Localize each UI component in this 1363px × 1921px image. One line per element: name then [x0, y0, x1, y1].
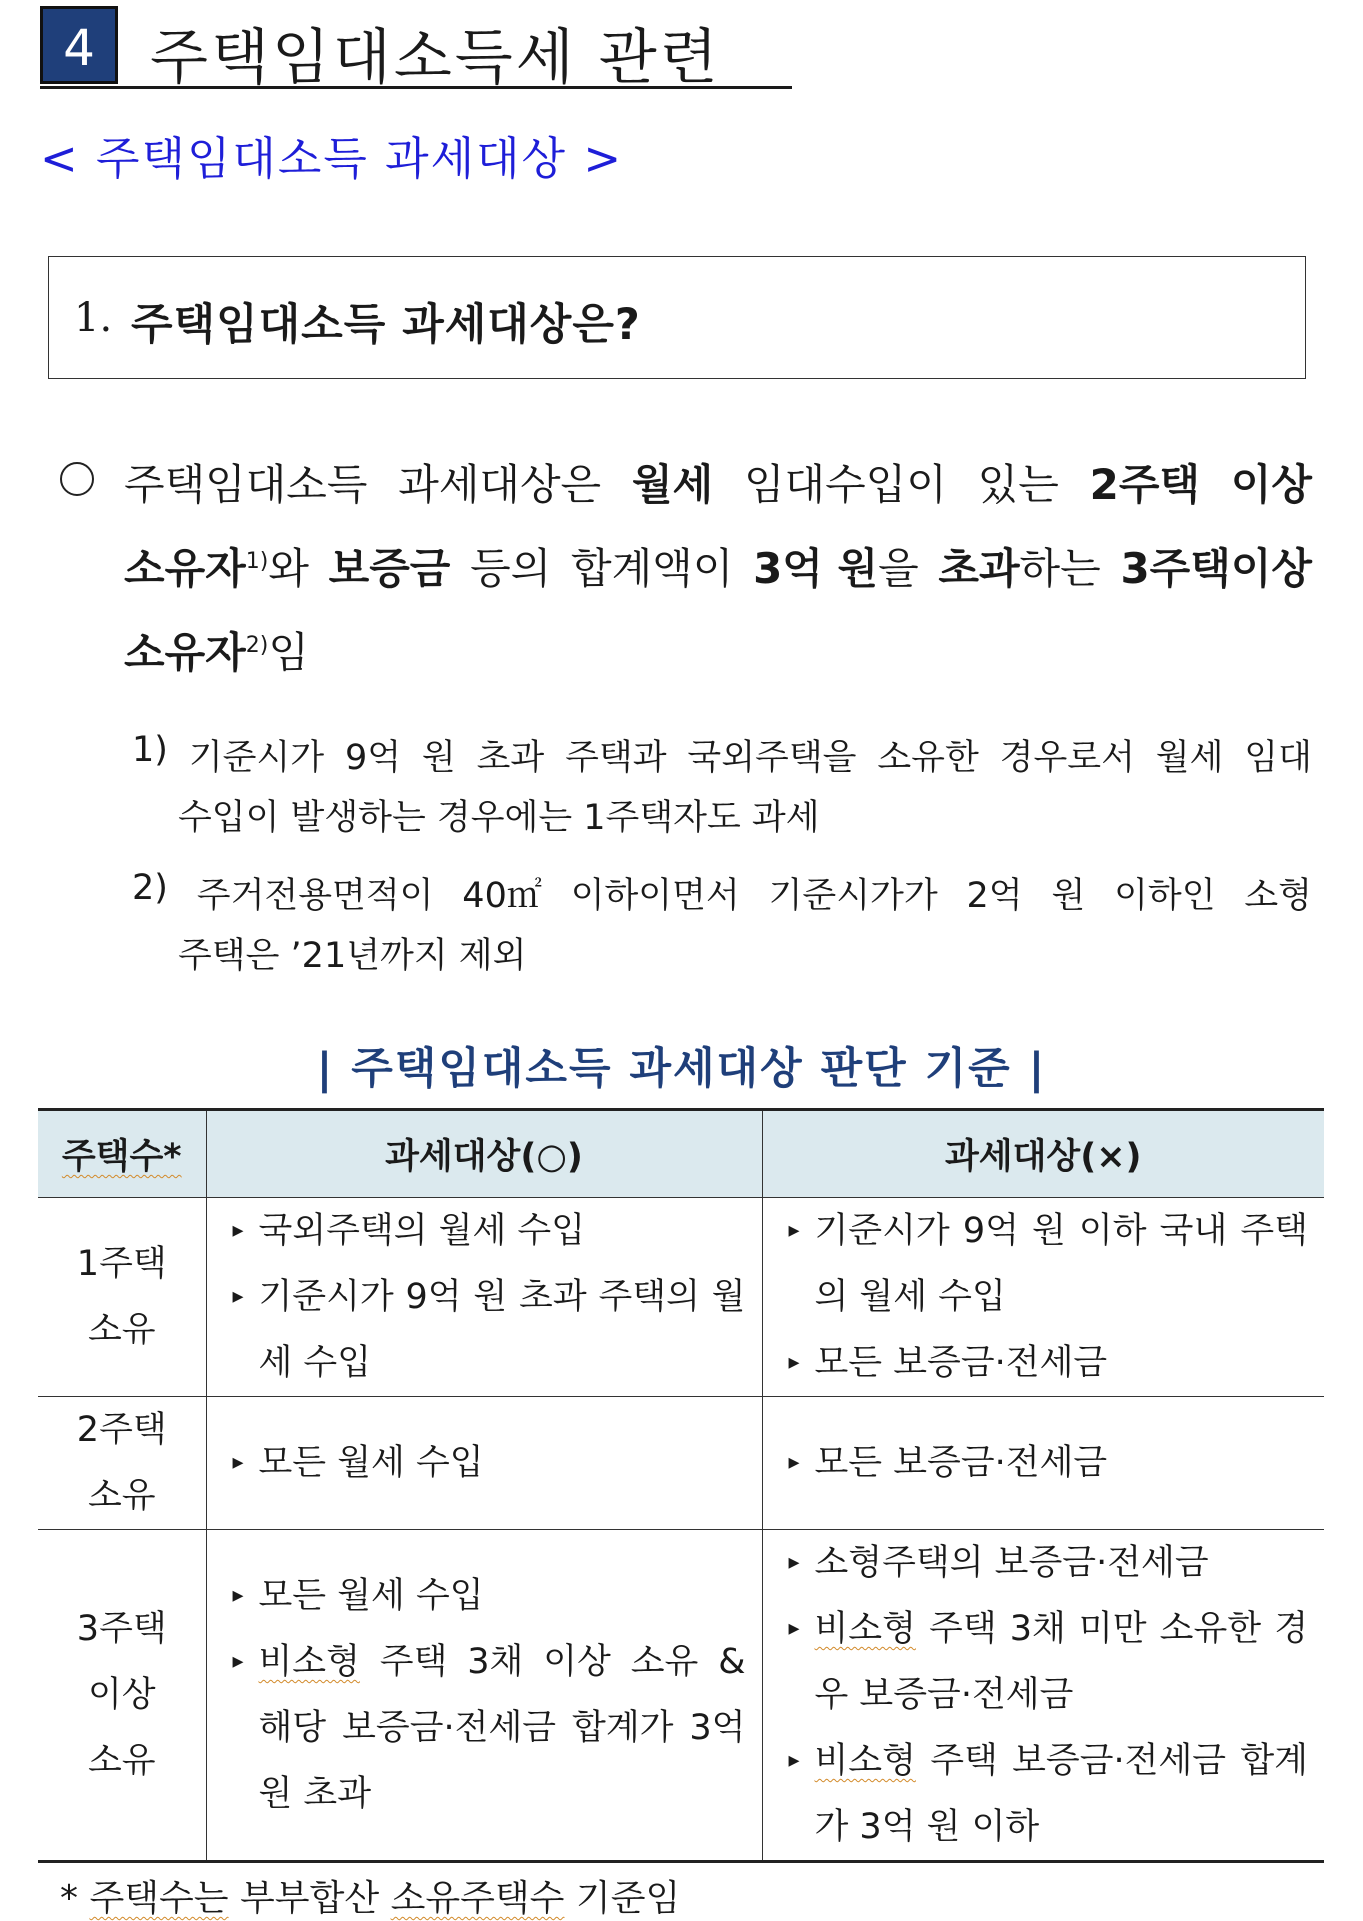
footnote-word: 이하인	[1114, 876, 1216, 916]
taxed-cell	[206, 1397, 762, 1530]
bullet-item	[789, 1530, 1309, 1596]
bullet-item	[233, 1563, 746, 1629]
bullet-item	[789, 1330, 1309, 1396]
question-box	[48, 256, 1306, 379]
triangle-bullet-icon: ▸	[232, 1649, 244, 1674]
footnote-word: 주택과	[565, 738, 667, 778]
not-taxed-cell	[762, 1397, 1324, 1530]
footnote-1-line-1	[132, 730, 1312, 780]
note-word: 기준임	[575, 1878, 681, 1919]
answer-group	[124, 536, 309, 596]
bullet-text-rest: 주택 3채 이상 소유 & 해당 보증금·전세금 합계가 3억 원 초과	[258, 1642, 746, 1814]
bullet-text-underlined: 비소형	[814, 1741, 916, 1781]
answer-word-bold: 이상	[1230, 460, 1312, 509]
footnote-word: 기준시가	[188, 738, 325, 778]
footnote-word: 2)	[132, 868, 168, 908]
answer-line-2	[124, 536, 1312, 596]
footnote-word: 주거전용면적이	[196, 876, 434, 916]
bullet-item	[789, 1198, 1309, 1330]
question-text: 주택임대소득 과세대상은?	[131, 300, 641, 350]
bullet-text: 국외주택의 월세 수입	[258, 1211, 586, 1251]
answer-word: 하는	[1019, 544, 1101, 593]
footnote-word: 9억	[344, 738, 402, 778]
not-taxed-cell	[762, 1198, 1324, 1397]
answer-word-bold: 초과	[938, 544, 1020, 593]
bullet-item	[789, 1596, 1309, 1728]
house-count-cell	[38, 1397, 206, 1530]
bullet-item	[233, 1629, 746, 1827]
header-text: 주택수*	[61, 1137, 182, 1177]
footnote-word: 국외주택을	[687, 738, 857, 778]
answer-word-bold: 소유자	[124, 628, 246, 677]
bullet-circle-icon	[60, 462, 94, 496]
footnote-2-line-2: 주택은 ’21년까지 제외	[178, 936, 527, 976]
footnote-word: 임대	[1244, 738, 1312, 778]
answer-word-bold: 소유자	[124, 544, 246, 593]
bullet-text: 모든 월세 수입	[258, 1443, 484, 1483]
answer-word: 있는	[977, 460, 1059, 509]
answer-word: 주택임대소득	[124, 460, 368, 509]
criteria-table	[38, 1108, 1324, 1863]
bullet-item	[789, 1728, 1309, 1860]
bullet-item	[233, 1198, 746, 1264]
table-note	[60, 1870, 680, 1921]
bullet-text-rest: 주택 3채 미만 소유한 경우 보증금·전세금	[814, 1609, 1308, 1715]
footnote-word: 월세	[1155, 738, 1224, 778]
house-count-cell	[38, 1198, 206, 1397]
taxed-cell	[206, 1198, 762, 1397]
table-header-row	[38, 1110, 1324, 1198]
question-number: 1.	[74, 295, 113, 341]
footnote-1-line-2: 수입이 발생하는 경우에는 1주택자도 과세	[178, 798, 820, 838]
answer-word: 등의	[470, 544, 552, 593]
footnote-word: 원	[421, 738, 456, 778]
answer-group	[938, 536, 1100, 596]
footnote-word: 2억	[966, 876, 1023, 916]
house-count-line: 이상	[87, 1675, 156, 1715]
answer-line-3	[124, 620, 1312, 680]
note-word: 주택수는	[89, 1878, 229, 1919]
bullet-text: 모든 보증금·전세금	[814, 1443, 1108, 1483]
bullet-text-underlined: 비소형	[258, 1642, 360, 1682]
triangle-bullet-icon: ▸	[232, 1450, 244, 1475]
note-word: 부부합산	[240, 1878, 380, 1919]
bullet-text: 기준시가 9억 원 이하 국내 주택의 월세 수입	[814, 1211, 1308, 1317]
footnote-word: 이하이면서	[570, 876, 740, 916]
answer-word: 을	[878, 544, 919, 593]
triangle-bullet-icon: ▸	[788, 1350, 800, 1375]
answer-word-bold: 보증금	[328, 544, 451, 593]
answer-word: 합계액이	[571, 544, 734, 593]
answer-word: 임대수입이	[743, 460, 947, 509]
triangle-bullet-icon: ▸	[788, 1450, 800, 1475]
table-row	[38, 1530, 1324, 1862]
house-count-line: 소유	[87, 1310, 156, 1350]
table-row	[38, 1397, 1324, 1530]
footnote-word: 초과	[476, 738, 545, 778]
footnote-word: 소형	[1244, 876, 1312, 916]
answer-word-bold: 3주택이상	[1120, 544, 1312, 593]
footnote-word: 1)	[132, 730, 168, 770]
bullet-text-underlined: 비소형	[814, 1609, 916, 1649]
answer-word-bold: 월세	[631, 460, 714, 509]
house-count-line: 소유	[87, 1741, 156, 1781]
footnote-word: 소유한	[877, 738, 979, 778]
bullet-item	[789, 1430, 1309, 1496]
footnote-word: 40㎡	[462, 876, 542, 916]
header-not-taxed: 과세대상(×)	[762, 1110, 1324, 1198]
bullet-text: 모든 보증금·전세금	[814, 1343, 1108, 1383]
footnote-ref: 1)	[245, 549, 269, 574]
house-count-cell	[38, 1530, 206, 1862]
table-caption: | 주택임대소득 과세대상 판단 기준 |	[316, 1044, 1047, 1094]
answer-word: 임	[268, 628, 309, 677]
bullet-text: 기준시가 9억 원 초과 주택의 월세 수입	[258, 1277, 746, 1383]
footnote-word: 기준시가가	[768, 876, 938, 916]
bullet-item	[233, 1430, 746, 1496]
house-count-line: 2주택	[76, 1410, 167, 1450]
note-star: *	[60, 1878, 78, 1919]
triangle-bullet-icon: ▸	[788, 1550, 800, 1575]
triangle-bullet-icon: ▸	[788, 1218, 800, 1243]
footnote-2-line-1	[132, 868, 1312, 918]
section-header	[40, 6, 792, 93]
not-taxed-cell	[762, 1530, 1324, 1862]
note-word: 소유주택수	[390, 1878, 565, 1919]
bullet-text: 모든 월세 수입	[258, 1576, 484, 1616]
section-number: 4	[40, 6, 118, 84]
triangle-bullet-icon: ▸	[232, 1583, 244, 1608]
answer-group	[124, 620, 309, 680]
bullet-text: 소형주택의 보증금·전세금	[814, 1543, 1209, 1583]
answer-word-bold: 2주택	[1089, 460, 1201, 509]
bullet-text	[815, 1728, 1309, 1860]
header-taxed: 과세대상(○)	[206, 1110, 762, 1198]
bullet-item	[233, 1264, 746, 1396]
triangle-bullet-icon: ▸	[232, 1218, 244, 1243]
triangle-bullet-icon: ▸	[788, 1616, 800, 1641]
bullet-text-rest: 주택 보증금·전세금 합계가 3억 원 이하	[814, 1741, 1308, 1847]
footnote-ref: 2)	[245, 633, 269, 658]
house-count-line: 1주택	[76, 1244, 167, 1284]
house-count-line: 3주택	[76, 1609, 167, 1649]
section-title: 주택임대소득세 관련	[150, 23, 721, 93]
bullet-text	[259, 1629, 746, 1827]
subtitle: < 주택임대소득 과세대상 >	[40, 132, 624, 185]
answer-group	[753, 536, 919, 596]
house-count-line: 소유	[87, 1476, 156, 1516]
answer-word-bold: 3억 원	[753, 544, 879, 593]
answer-line-1	[124, 452, 1312, 512]
answer-word: 와	[268, 544, 309, 593]
footnote-word: 경우로서	[999, 738, 1135, 778]
taxed-cell	[206, 1530, 762, 1862]
table-row	[38, 1198, 1324, 1397]
bullet-text	[815, 1596, 1309, 1728]
header-house-count	[38, 1110, 206, 1198]
footnote-word: 원	[1051, 876, 1086, 916]
triangle-bullet-icon: ▸	[232, 1284, 244, 1309]
triangle-bullet-icon: ▸	[788, 1748, 800, 1773]
answer-word: 과세대상은	[398, 460, 602, 509]
